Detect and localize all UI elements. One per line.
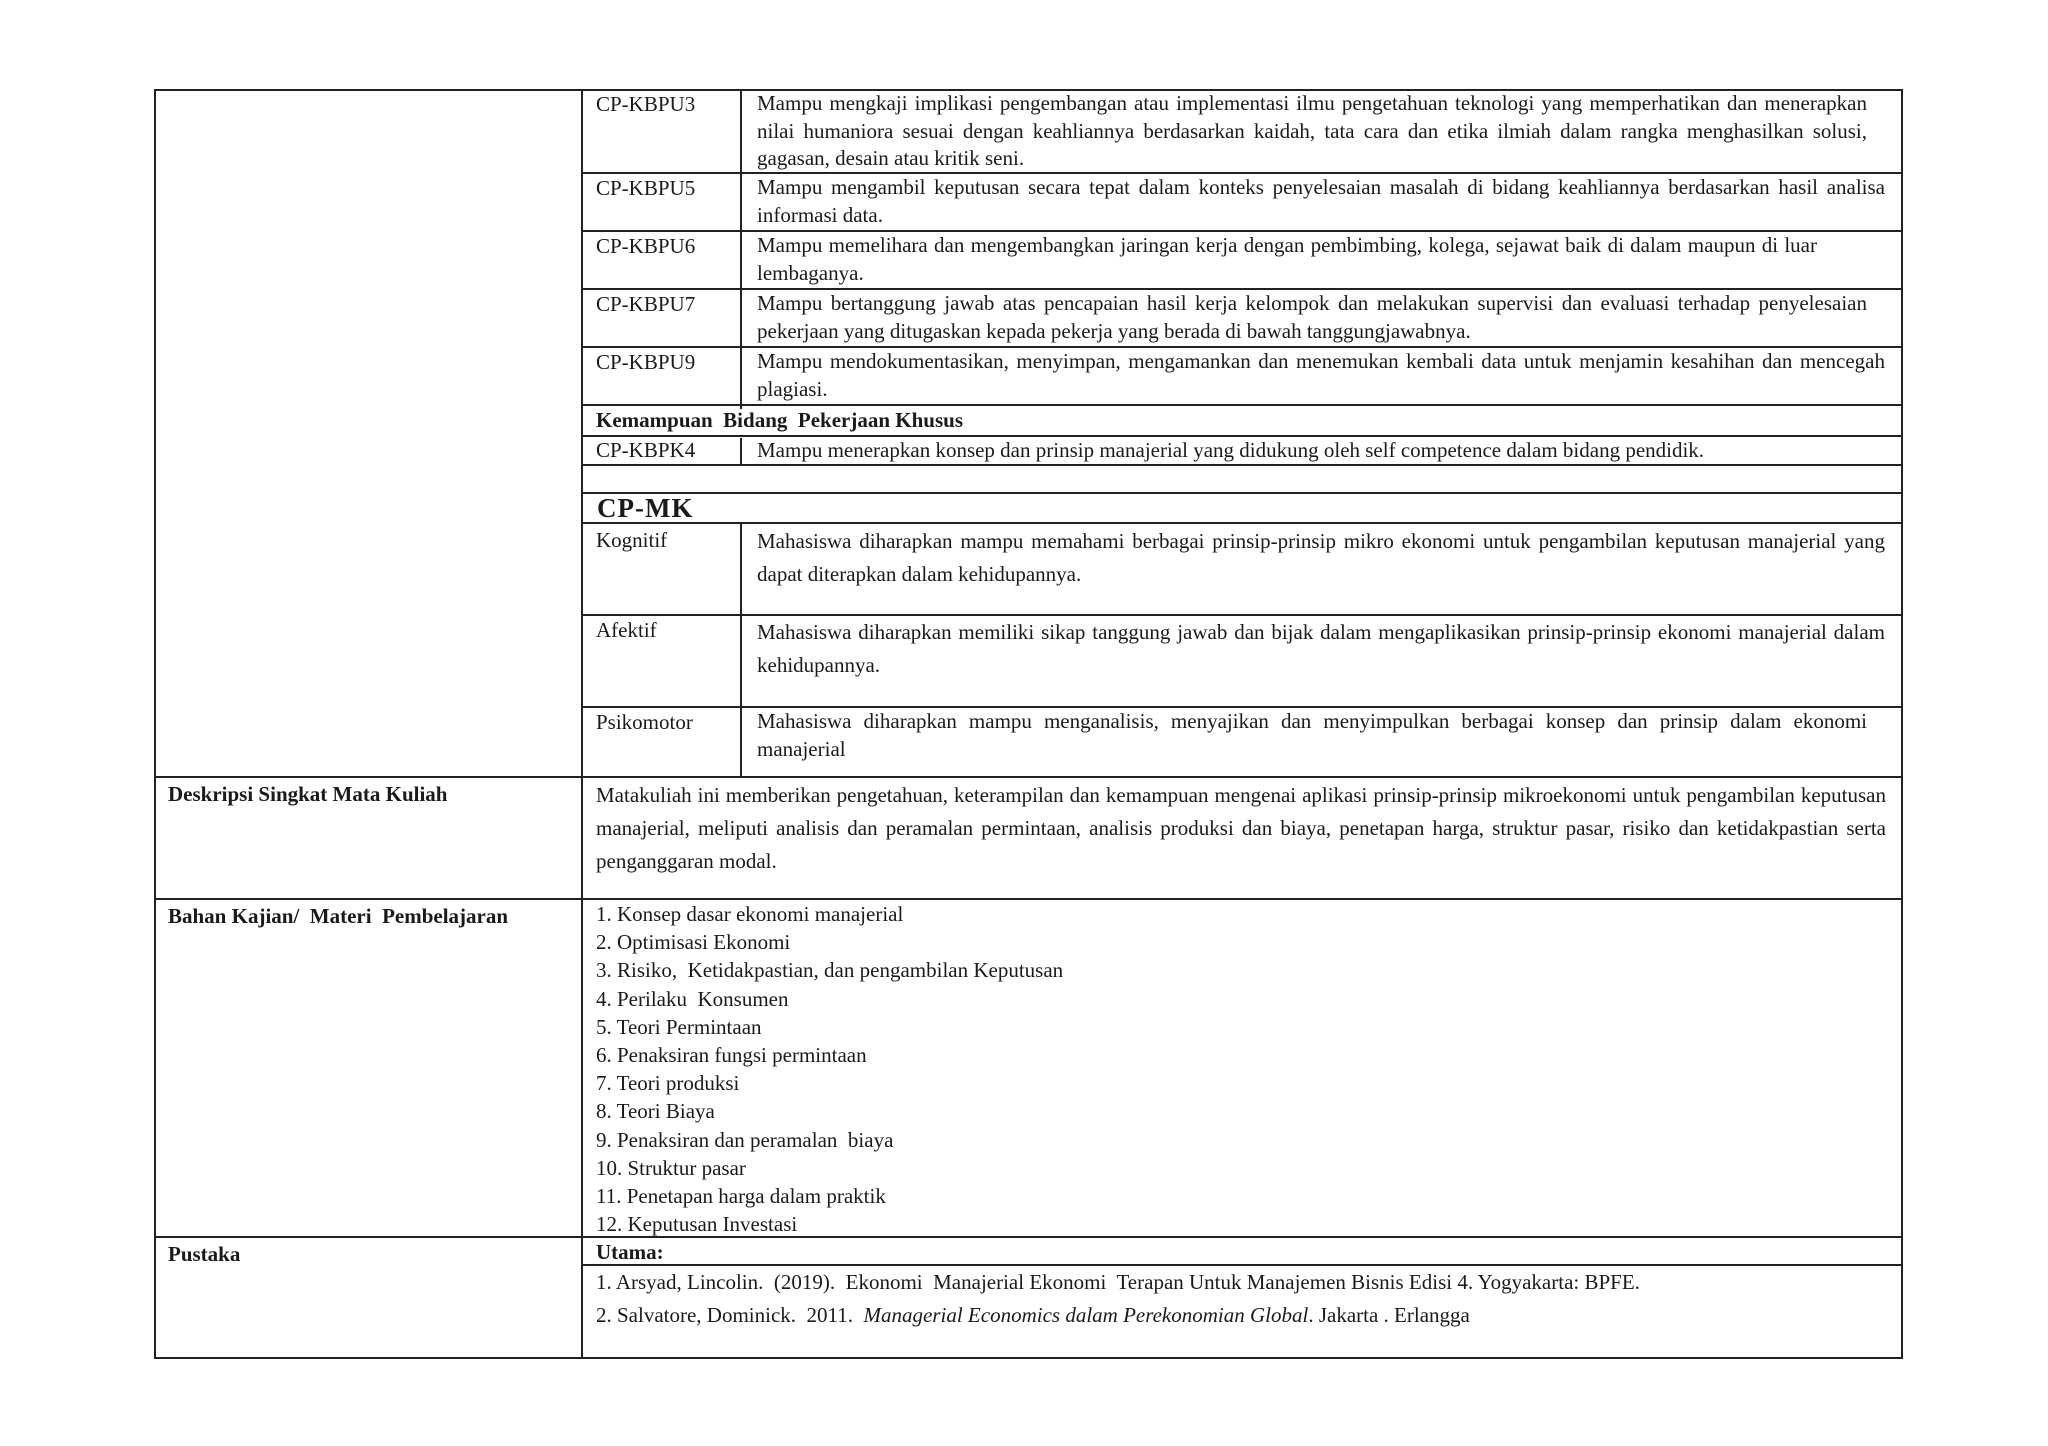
competency-text: Mampu menerapkan konsep dan prinsip manajerial yang didukung oleh self competence dalam bidang pendidik. bbox=[757, 438, 1705, 462]
list-item: 12. Keputusan Investasi bbox=[596, 1212, 798, 1237]
list-item: 7. Teori produksi bbox=[596, 1071, 740, 1096]
competency-text: Mampu mengkaji implikasi pengembangan atau implementasi ilmu pengetahuan teknologi yang memperhatikan dan menerapkan nilai humaniora sesuai dengan keahliannya berdasarkan kaidah, tata cara dan etika ilmiah dalam rangka menghasilkan solusi, gagasan, desain atau kritik seni. bbox=[757, 91, 1867, 170]
competency-text: Mampu memelihara dan mengembangkan jaringan kerja dengan pembimbing, kolega, sejawat baik di dalam maupun di luar lembaganya. bbox=[757, 233, 1817, 285]
competency-text: Mampu mengambil keputusan secara tepat dalam konteks penyelesaian masalah di bidang keahliannya berdasarkan hasil analisa informasi data. bbox=[757, 175, 1885, 227]
list-item: 5. Teori Permintaan bbox=[596, 1014, 762, 1039]
reference-item: 2. Salvatore, Dominick. 2011. Managerial Economics dalam Perekonomian Global. Jakarta . Erlangga bbox=[596, 1303, 1470, 1327]
list-item: 2. Optimisasi Ekonomi bbox=[596, 930, 791, 955]
competency-code: CP-KBPU3 bbox=[596, 92, 696, 116]
cpmk-text: Mahasiswa diharapkan mampu menganalisis, menyajikan dan menyimpulkan berbagai konsep dan prinsip dalam ekonomi manajerial bbox=[757, 709, 1867, 761]
description-text: Matakuliah ini memberikan pengetahuan, keterampilan dan kemampuan mengenai aplikasi prinsip-prinsip mikroekonomi untuk pengambilan keputusan manajerial, meliputi analisis dan peramalan permintaan, analisis produksi dan biaya, penetapan harga, struktur pasar, risiko dan ketidakpastian serta penganggaran modal. bbox=[596, 783, 1886, 873]
cpmk-label: Afektif bbox=[596, 618, 657, 642]
competency-text: Mampu mendokumentasikan, menyimpan, mengamankan dan menemukan kembali data untuk menjamin kesahihan dan mencegah plagiasi. bbox=[757, 349, 1885, 401]
list-item: 8. Teori Biaya bbox=[596, 1099, 715, 1124]
row-divider bbox=[581, 492, 1903, 494]
materials-label: Bahan Kajian/ Materi Pembelajaran bbox=[168, 904, 509, 928]
special-competency-heading: Kemampuan Bidang Pekerjaan Khusus bbox=[596, 408, 963, 432]
section-divider bbox=[154, 776, 1903, 778]
competency-code: CP-KBPK4 bbox=[596, 438, 696, 462]
competency-code: CP-KBPU5 bbox=[596, 176, 696, 200]
competency-code: CP-KBPU6 bbox=[596, 234, 696, 258]
reference-item: 1. Arsyad, Lincolin. (2019). Ekonomi Manajerial Ekonomi Terapan Untuk Manajemen Bisnis Edisi 4. Yogyakarta: BPFE. bbox=[596, 1270, 1640, 1294]
list-item: 3. Risiko, Ketidakpastian, dan pengambilan Keputusan bbox=[596, 958, 1064, 983]
references-label: Pustaka bbox=[168, 1242, 241, 1266]
cpmk-text: Mahasiswa diharapkan memiliki sikap tanggung jawab dan bijak dalam mengaplikasikan prinsip-prinsip ekonomi manajerial dalam kehidupannya. bbox=[757, 620, 1885, 677]
cpmk-label: Kognitif bbox=[596, 528, 668, 552]
cpmk-label: Psikomotor bbox=[596, 710, 693, 734]
cpmk-text: Mahasiswa diharapkan mampu memahami berbagai prinsip-prinsip mikro ekonomi untuk pengambilan keputusan manajerial yang dapat diterapkan dalam kehidupannya. bbox=[757, 529, 1885, 586]
row-divider bbox=[581, 522, 1903, 524]
list-item: 4. Perilaku Konsumen bbox=[596, 986, 789, 1011]
materials-list bbox=[596, 900, 1063, 1238]
list-item: 1. Konsep dasar ekonomi manajerial bbox=[596, 902, 904, 926]
references-main-heading: Utama: bbox=[596, 1240, 664, 1264]
list-item: 9. Penaksiran dan peramalan biaya bbox=[596, 1127, 894, 1152]
list-item: 11. Penetapan harga dalam praktik bbox=[596, 1184, 886, 1209]
list-item: 10. Struktur pasar bbox=[596, 1155, 746, 1180]
list-item: 6. Penaksiran fungsi permintaan bbox=[596, 1043, 867, 1068]
references-list bbox=[596, 1266, 1640, 1332]
competency-text: Mampu bertanggung jawab atas pencapaian hasil kerja kelompok dan melakukan supervisi dan evaluasi terhadap penyelesaian pekerjaan yang ditugaskan kepada pekerja yang berada di bawah tanggungjawabnya. bbox=[757, 291, 1867, 343]
competency-code: CP-KBPU7 bbox=[596, 292, 696, 316]
column-divider-main bbox=[581, 89, 583, 1359]
description-label: Deskripsi Singkat Mata Kuliah bbox=[168, 782, 448, 806]
column-divider-code bbox=[740, 438, 742, 466]
cpmk-heading: CP-MK bbox=[597, 493, 694, 523]
column-divider-code bbox=[740, 524, 742, 778]
competency-code: CP-KBPU9 bbox=[596, 350, 696, 374]
column-divider-code bbox=[740, 89, 742, 409]
